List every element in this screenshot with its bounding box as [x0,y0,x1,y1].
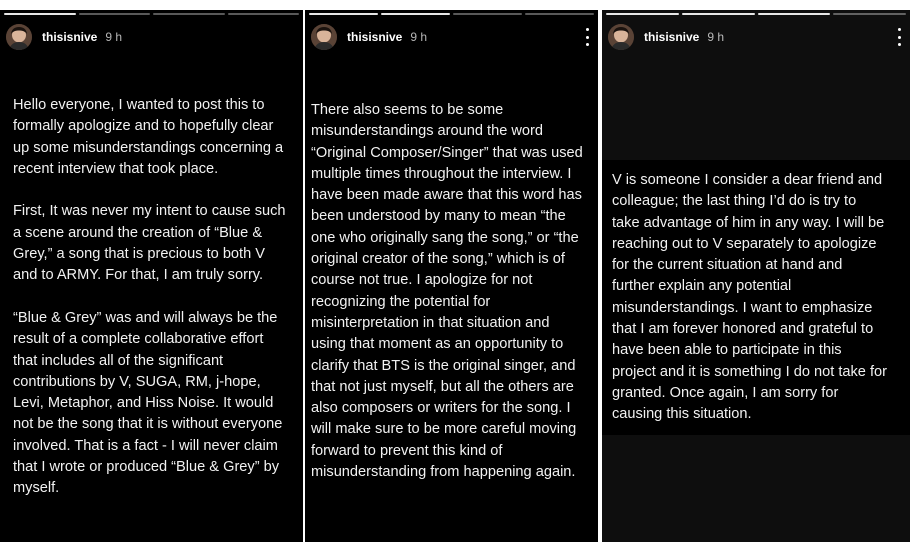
story-panel-2[interactable] [305,10,598,542]
username[interactable]: thisisnive [42,30,98,44]
story-progress-bar [606,13,906,15]
progress-segment [228,13,300,15]
progress-segment [4,13,76,15]
progress-segment [606,13,679,15]
more-vertical-icon[interactable] [584,28,590,46]
story-header [6,24,297,50]
progress-segment [525,13,594,15]
post-time: 9 h [707,30,725,44]
progress-segment [79,13,151,15]
progress-segment [453,13,522,15]
avatar[interactable] [311,24,337,50]
progress-segment [309,13,378,15]
progress-segment [682,13,755,15]
story-progress-bar [309,13,594,15]
profile-photo [608,24,634,50]
more-vertical-icon[interactable] [896,28,902,46]
profile-photo [6,24,32,50]
story-progress-bar [4,13,299,15]
progress-segment [833,13,906,15]
story-header [608,24,904,50]
story-header [311,24,592,50]
avatar[interactable] [6,24,32,50]
username[interactable]: thisisnive [644,30,700,44]
story-text: There also seems to be some misunderstandings around the word “Original Composer/Singer” that was used multiple times throughout the interview. I have been made aware that this word has been understood by many to mean “the one who originally sang the song,” or “the original creator of the song,” which is of course not true. I apologize for not recognizing the potential for misinterpretation in that situation and using that moment as an opportunity to clarify that BTS is the original singer, and that not just myself, but all the others are also composers or writers for the song. I will make sure to be more careful moving forward to prevent this kind of misunderstanding from happening again. [311,102,583,481]
username[interactable]: thisisnive [347,30,403,44]
progress-segment [381,13,450,15]
progress-segment [153,13,225,15]
text-card [602,160,910,435]
story-text: Hello everyone, I wanted to post this to formally apologize and to hopefully clear up some misunderstandings concerning a recent interview that took place. First, It was never my intent to cause such a scene around the creation of “Blue & Grey,” a song that is precious to both V and to ARMY. For that, I am truly sorry. “Blue & Grey” was and will always be the result of a complete collaborative effort that includes all of the significant contributions by V, SUGA, RM, j-hope, Levi, Metaphor, and Hiss Noise. It would not be the song that it is without everyone involved. That is a fact - I will never claim that I wrote or produced “Blue & Grey” by myself. [13,97,286,497]
avatar[interactable] [608,24,634,50]
profile-photo [311,24,337,50]
story-panel-3[interactable] [602,10,910,542]
post-time: 9 h [410,30,428,44]
post-time: 9 h [105,30,123,44]
story-panel-1[interactable] [0,10,303,542]
story-text: V is someone I consider a dear friend and colleague; the last thing I’d do is try to take advantage of him in any way. I will be reaching out to V separately to apologize for the current situation at hand and further explain any potential misunderstandings. I want to emphasize that I am forever honored and grateful to have been able to participate in this project and it is something I do not take for granted. Once again, I am sorry for causing this situation. [612,172,888,423]
progress-segment [758,13,831,15]
